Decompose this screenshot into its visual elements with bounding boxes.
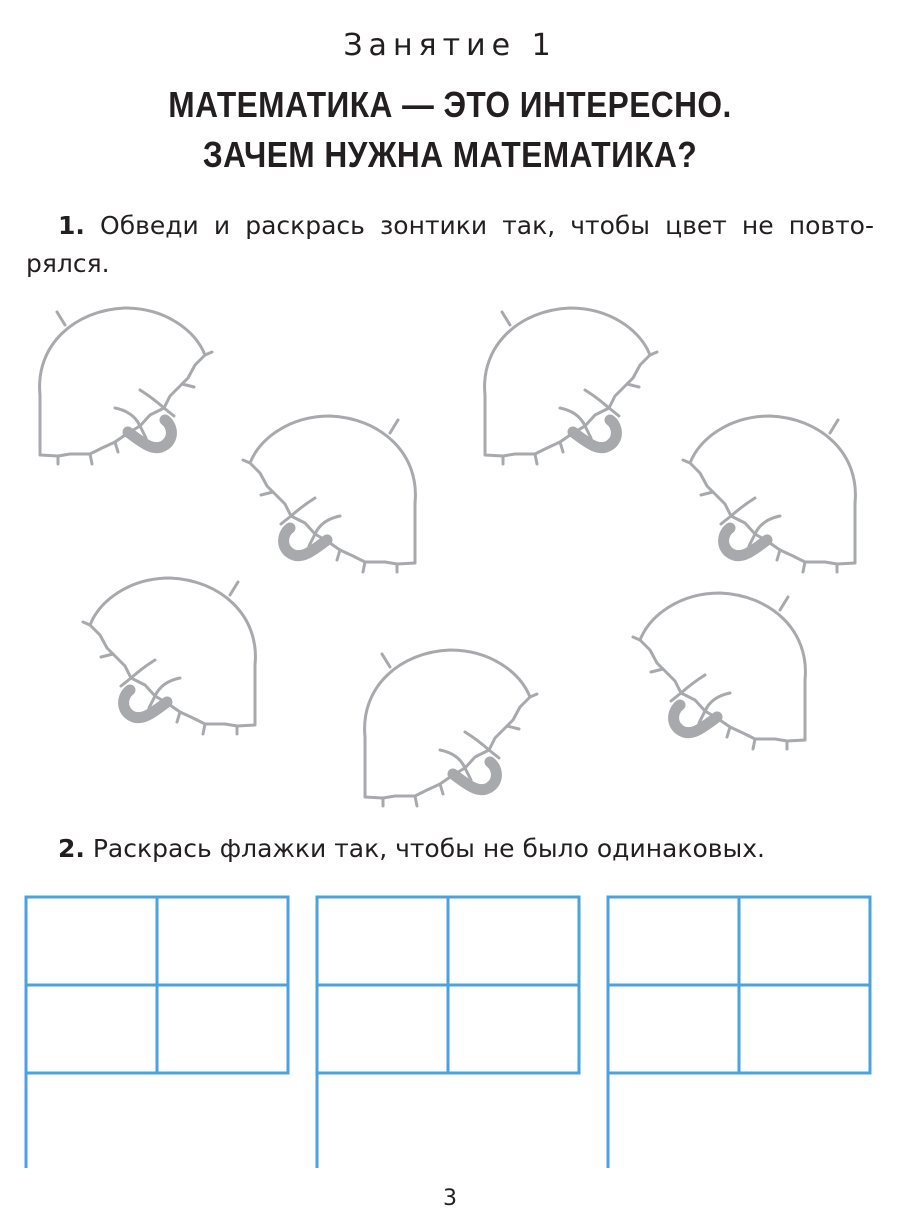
- task-2-number: 2.: [58, 834, 85, 863]
- umbrella-icon[interactable]: [40, 308, 212, 464]
- page-number: 3: [443, 1186, 457, 1211]
- title-line-2: ЗАЧЕМ НУЖНА МАТЕМАТИКА?: [202, 134, 698, 175]
- umbrella-icon[interactable]: [83, 578, 255, 734]
- umbrella-icon[interactable]: [485, 308, 657, 464]
- task-1-number: 1.: [58, 211, 85, 240]
- umbrella-icon[interactable]: [243, 416, 415, 572]
- flag-2[interactable]: [317, 897, 579, 1168]
- flag-3[interactable]: [608, 897, 870, 1168]
- umbrella-icon[interactable]: [683, 416, 855, 572]
- lesson-number: Занятие 1: [343, 28, 557, 63]
- task-2-instruction: [58, 830, 878, 868]
- title-line-1: МАТЕМАТИКА — ЭТО ИНТЕРЕСНО.: [168, 84, 732, 125]
- task-2-text: Раскрась флажки так, чтобы не было одинаковых.: [92, 834, 765, 863]
- flag-1[interactable]: [26, 897, 288, 1168]
- umbrella-icon[interactable]: [633, 593, 805, 749]
- task-1-line-2: рялся.: [26, 249, 110, 278]
- umbrella-icon[interactable]: [365, 650, 537, 806]
- task-1-text: Обведи и раскрась зонтики так, чтобы цвет не повто-: [100, 211, 874, 240]
